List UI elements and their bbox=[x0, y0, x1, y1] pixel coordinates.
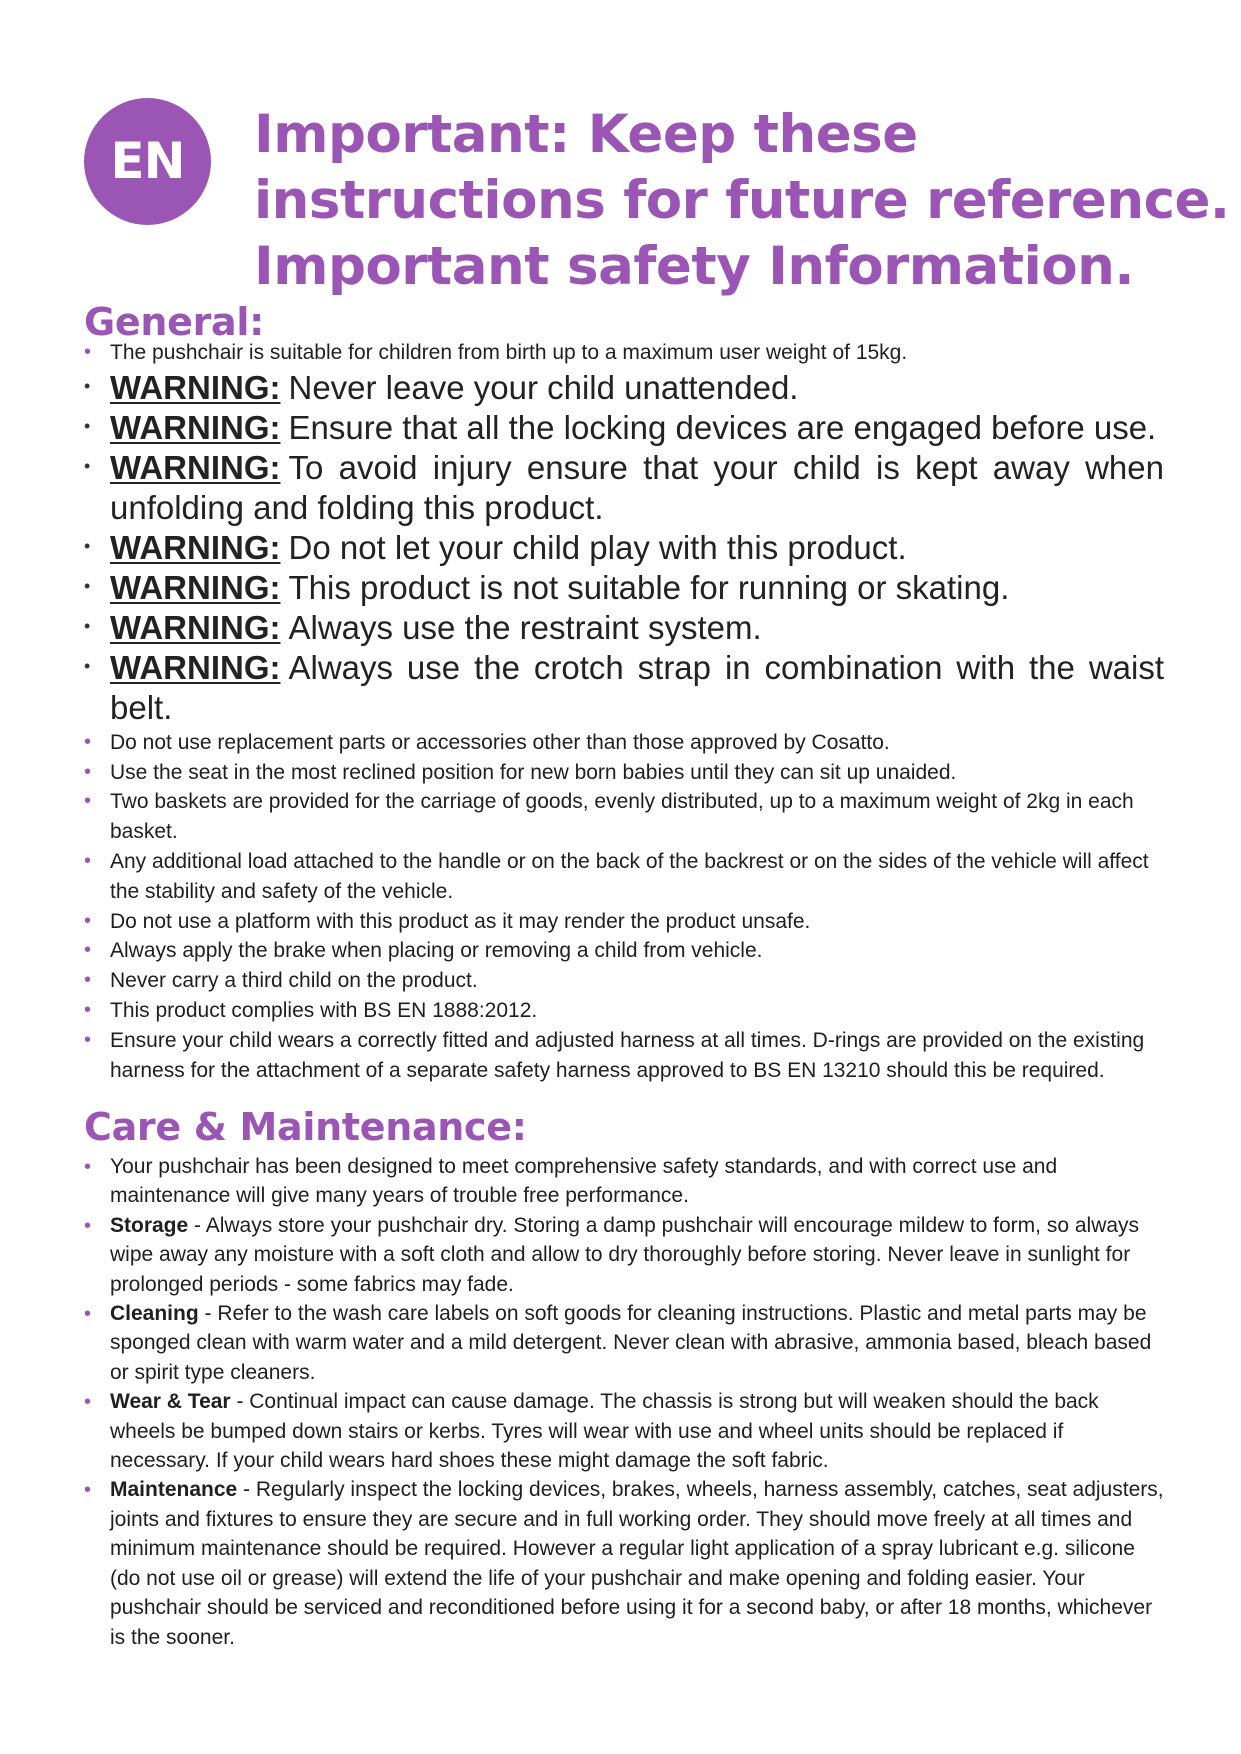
list-item bbox=[84, 966, 1164, 996]
list-item bbox=[84, 1387, 1164, 1475]
bullet-icon: • bbox=[84, 1303, 92, 1326]
list-item bbox=[84, 847, 1164, 907]
warning-text: To avoid injury ensure that your child is kept away when unfolding and folding this product. bbox=[110, 448, 1164, 526]
bullet-icon: • bbox=[84, 969, 92, 992]
bullet-icon: • bbox=[84, 790, 92, 813]
bullet-icon: • bbox=[84, 615, 91, 636]
list-item bbox=[84, 907, 1164, 937]
item-text: Any additional load attached to the handle or on the back of the backrest or on the sides of the vehicle will affect the stability and safety of the vehicle. bbox=[110, 849, 1149, 903]
item-text: The pushchair is suitable for children from birth up to a maximum user weight of 15kg. bbox=[110, 341, 908, 364]
item-text: Use the seat in the most reclined position for new born babies until they can sit up unaided. bbox=[110, 760, 957, 784]
warning-label: WARNING: bbox=[110, 648, 281, 686]
warning-item bbox=[84, 368, 1164, 408]
language-badge: EN bbox=[84, 98, 211, 225]
item-label: Storage bbox=[110, 1213, 189, 1237]
item-text: Two baskets are provided for the carriage of goods, evenly distributed, up to a maximum weight of 2kg in each basket. bbox=[110, 790, 1134, 844]
warning-item bbox=[84, 568, 1164, 608]
list-item bbox=[84, 1152, 1164, 1211]
list-item bbox=[84, 1475, 1164, 1651]
list-item bbox=[84, 936, 1164, 966]
warning-text: Do not let your child play with this product. bbox=[288, 528, 907, 566]
bullet-icon: • bbox=[84, 535, 91, 556]
bullet-icon: • bbox=[84, 375, 91, 396]
warning-text: Always use the restraint system. bbox=[288, 608, 762, 646]
bullet-icon: • bbox=[84, 575, 91, 596]
warning-item bbox=[84, 448, 1164, 528]
bullet-icon: • bbox=[84, 341, 92, 363]
item-text: - Refer to the wash care labels on soft goods for cleaning instructions. Plastic and metal parts may be sponged clean with warm water and a mild detergent. Never clean with abrasive, ammonia based, bleach based or spirit type cleaners. bbox=[110, 1302, 1152, 1384]
warning-item bbox=[84, 528, 1164, 568]
list-item bbox=[84, 338, 1164, 368]
bullet-icon: • bbox=[84, 730, 92, 753]
list-item bbox=[84, 996, 1164, 1026]
bullet-icon: • bbox=[84, 939, 92, 962]
item-text: Never carry a third child on the product. bbox=[110, 969, 478, 993]
item-text: - Regularly inspect the locking devices, brakes, wheels, harness assembly, catches, seat adjusters, joints and fixtures to ensure they are secure and in full working order. They should move freely at all times and minimum maintenance should be required. However a regular light application of a spray lubricant e.g. silicone (do not use oil or grease) will extend the life of your pushchair and make opening and folding easier. Your pushchair should be serviced and reconditioned before using it for a second baby, or after 18 months, whichever is the sooner. bbox=[110, 1478, 1164, 1649]
item-label: Wear & Tear bbox=[110, 1390, 231, 1414]
warning-label: WARNING: bbox=[110, 568, 281, 606]
care-list bbox=[84, 1152, 1164, 1652]
bullet-icon: • bbox=[84, 909, 92, 932]
list-item bbox=[84, 758, 1164, 788]
warning-item bbox=[84, 408, 1164, 448]
bullet-icon: • bbox=[84, 849, 92, 872]
warning-label: WARNING: bbox=[110, 608, 281, 646]
warning-label: WARNING: bbox=[110, 368, 281, 406]
bullet-icon: • bbox=[84, 998, 92, 1021]
warning-text: Never leave your child unattended. bbox=[288, 368, 799, 406]
bullet-icon: • bbox=[84, 455, 91, 476]
bullet-icon: • bbox=[84, 760, 92, 783]
title-line-2: instructions for future reference. bbox=[254, 170, 1230, 231]
general-heading: General: bbox=[84, 300, 264, 344]
bullet-icon: • bbox=[84, 1479, 92, 1502]
general-list bbox=[84, 338, 1164, 1085]
item-text: Do not use replacement parts or accessories other than those approved by Cosatto. bbox=[110, 730, 890, 754]
item-text: - Continual impact can cause damage. The chassis is strong but will weaken should the back wheels be bumped down stairs or kerbs. Tyres will wear with use and wheel units should be replaced if necessary. If your child wears hard shoes these might damage the soft fabric. bbox=[110, 1390, 1099, 1473]
list-item bbox=[84, 1299, 1164, 1387]
bullet-icon: • bbox=[84, 415, 91, 436]
item-text: This product complies with BS EN 1888:2012. bbox=[110, 998, 538, 1022]
warning-label: WARNING: bbox=[110, 528, 281, 566]
bullet-icon: • bbox=[84, 1391, 92, 1414]
list-item bbox=[84, 1211, 1164, 1299]
list-item bbox=[84, 728, 1164, 758]
item-label: Cleaning bbox=[110, 1302, 199, 1326]
bullet-icon: • bbox=[84, 1214, 92, 1237]
warning-text: Always use the crotch strap in combination with the waist belt. bbox=[110, 648, 1164, 726]
item-text: Do not use a platform with this product as it may render the product unsafe. bbox=[110, 909, 811, 933]
item-label: Maintenance bbox=[110, 1478, 238, 1502]
title-line-3: Important safety Information. bbox=[254, 236, 1135, 297]
bullet-icon: • bbox=[84, 655, 91, 676]
warning-label: WARNING: bbox=[110, 408, 281, 446]
bullet-icon: • bbox=[84, 1028, 92, 1051]
warning-text: This product is not suitable for running or skating. bbox=[288, 568, 1010, 606]
item-text: Always apply the brake when placing or removing a child from vehicle. bbox=[110, 939, 763, 963]
item-text: - Always store your pushchair dry. Storing a damp pushchair will encourage mildew to form, so always wipe away any moisture with a soft cloth and allow to dry thoroughly before storing. Never leave in sunlight for prolonged periods - some fabrics may fade. bbox=[110, 1213, 1140, 1296]
warning-item bbox=[84, 608, 1164, 648]
list-item bbox=[84, 1026, 1164, 1086]
page-title bbox=[254, 102, 1230, 300]
item-text: Your pushchair has been designed to meet comprehensive safety standards, and with correct use and maintenance will give many years of trouble free performance. bbox=[110, 1155, 1058, 1208]
item-text: Ensure your child wears a correctly fitted and adjusted harness at all times. D-rings are provided on the existing harness for the attachment of a separate safety harness approved to BS EN 13210 should this be required. bbox=[110, 1028, 1145, 1082]
title-line-1: Important: Keep these bbox=[254, 104, 918, 165]
warning-item bbox=[84, 648, 1164, 728]
warning-label: WARNING: bbox=[110, 448, 281, 486]
warning-text: Ensure that all the locking devices are engaged before use. bbox=[288, 408, 1157, 446]
care-heading: Care & Maintenance: bbox=[84, 1105, 527, 1149]
list-item bbox=[84, 787, 1164, 847]
bullet-icon: • bbox=[84, 1156, 92, 1178]
